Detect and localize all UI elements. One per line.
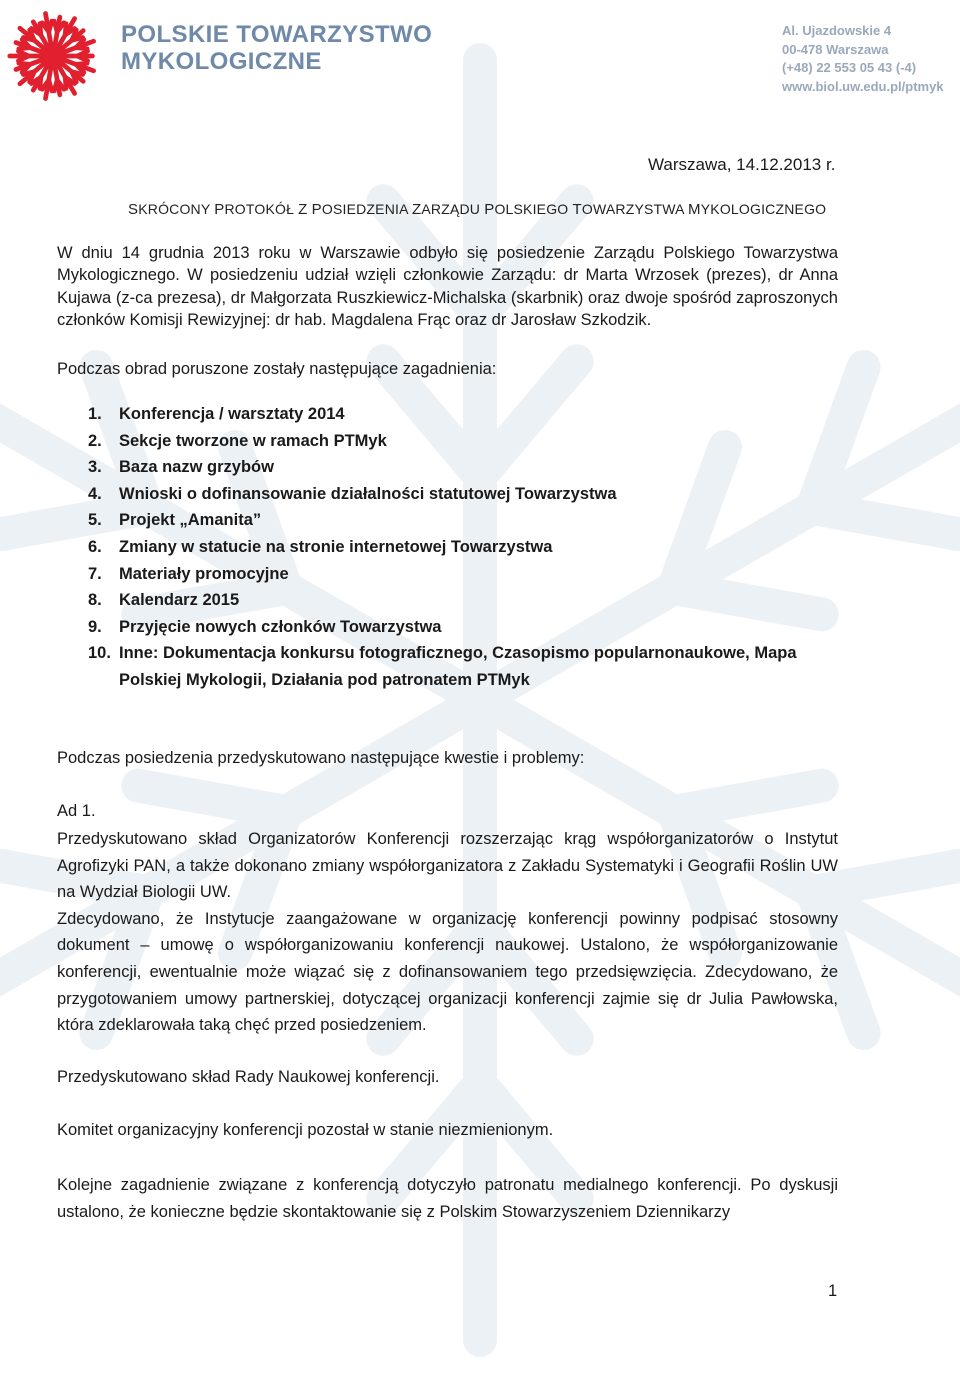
- agenda-item: 10. Inne: Dokumentacja konkursu fotograficznego, Czasopismo popularnonaukowe, Mapa Polskiej Mykologii, Działania pod patronatem PTMyk: [88, 644, 797, 689]
- agenda-item: 2. Sekcje tworzone w ramach PTMyk: [88, 431, 387, 450]
- kolejne-paragraph: Kolejne zagadnienie związane z konferencją dotyczyło patronatu medialnego konferencji. Po dyskusji ustalono, że konieczne będzie skontaktowanie się z Polskim Stowarzyszeniem Dziennikarzy: [57, 1176, 838, 1221]
- agenda-item: 9. Przyjęcie nowych członków Towarzystwa: [88, 617, 442, 636]
- agenda-item: 8. Kalendarz 2015: [88, 591, 240, 610]
- rada-paragraph: Przedyskutowano skład Rady Naukowej konferencji.: [57, 1068, 440, 1086]
- website-link[interactable]: www.biol.uw.edu.pl/ptmyk: [782, 78, 944, 94]
- org-name-line2: MYKOLOGICZNE: [121, 48, 322, 75]
- letterhead: [0, 0, 960, 110]
- agenda-item: 5. Projekt „Amanita”: [88, 511, 262, 530]
- discussion-intro: Podczas posiedzenia przedyskutowano następujące kwestie i problemy:: [57, 749, 585, 767]
- page-number: 1: [828, 1282, 838, 1300]
- contact-block: [782, 22, 944, 96]
- intro-paragraph: W dniu 14 grudnia 2013 roku w Warszawie odbyło się posiedzenie Zarządu Polskiego Towarzystwa Mykologicznego. W posiedzeniu udział wzięli członkowie Zarządu: dr Marta Wrzosek (prezes), dr Anna Kujawa (z-ca prezesa), dr Małgorzata Ruszkiewicz-Michalska (skarbnik) oraz dwoje spośród zaproszonych członków Komisji Rewizyjnej: dr hab. Magdalena Frąc oraz dr Jarosław Szkodzik.: [57, 244, 838, 329]
- agenda-item: 6. Zmiany w statucie na stronie internetowej Towarzystwa: [88, 537, 553, 556]
- agenda-intro: Podczas obrad poruszone zostały następujące zagadnienia:: [57, 360, 497, 378]
- agenda-item: 3. Baza nazw grzybów: [88, 458, 274, 477]
- phone-number: (+48) 22 553 05 43 (-4): [782, 60, 917, 75]
- address-street: Al. Ujazdowskie 4: [782, 23, 892, 38]
- agenda-item: 1. Konferencja / warsztaty 2014: [88, 405, 345, 423]
- komitet-paragraph: Komitet organizacyjny konferencji pozostał w stanie niezmienionym.: [57, 1121, 554, 1139]
- document-date: Warszawa, 14.12.2013 r.: [648, 155, 836, 174]
- org-name-line1: POLSKIE TOWARZYSTWO: [121, 21, 433, 48]
- agenda-item: 4. Wnioski o dofinansowanie działalności statutowej Towarzystwa: [88, 484, 617, 503]
- ptmyk-logo-icon: [6, 6, 100, 106]
- agenda-item: 7. Materiały promocyjne: [88, 564, 289, 583]
- ad1-label: Ad 1.: [57, 802, 96, 820]
- organization-name: [121, 21, 432, 75]
- ad1-paragraph-1: Przedyskutowano skład Organizatorów Konferencji rozszerzając krąg współorganizatorów o Instytut Agrofizyki PAN, a także dokonano zmiany współorganizatora z Zakładu Systematyki i Geografii Roślin UW na Wydział Biologii UW.: [57, 830, 838, 902]
- ad1-body: [57, 826, 838, 1039]
- agenda-list: [88, 401, 838, 694]
- address-city: 00-478 Warszawa: [782, 41, 889, 57]
- ad1-paragraph-2: Zdecydowano, że Instytucje zaangażowane w organizację konferencji powinny podpisać stosowny dokument – umowę o współorganizowaniu konferencji naukowej. Ustalono, że współorganizowanie konferencji, ewentualnie może wiązać się z dofinansowaniem tego przedsięwzięcia. Zdecydowano, że przygotowaniem umowy partnerskiej, dotyczącej organizacji konferencji zajmie się dr Julia Pawłowska, która zdeklarowała taką chęć przed posiedzeniem.: [57, 909, 838, 1035]
- document-title: SKRÓCONY PROTOKÓŁ Z POSIEDZENIA ZARZĄDU POLSKIEGO TOWARZYSTWA MYKOLOGICZNEGO: [128, 201, 827, 218]
